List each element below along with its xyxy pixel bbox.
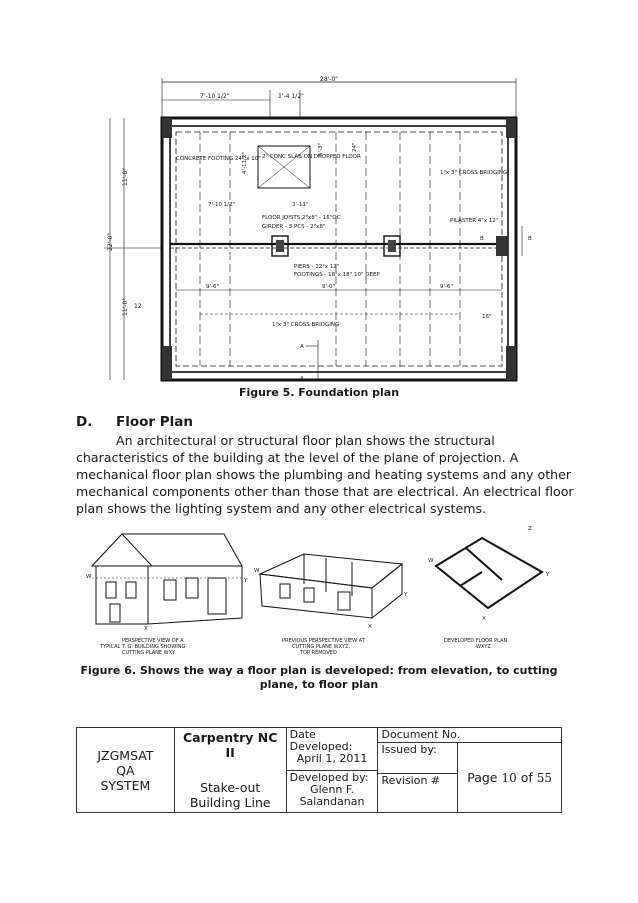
cut-perspective — [260, 554, 402, 618]
panel1-caption-line3: CUTTING PLANE WXY — [122, 650, 176, 656]
cross-bridging-label: 1"x 3" CROSS BRIDGING — [440, 170, 508, 176]
panel2-caption-line3: TOP REMOVED — [300, 650, 337, 656]
mark-a-top: A — [300, 344, 304, 350]
bottom-bridging-label: 1"x 3" CROSS BRIDGING — [272, 322, 340, 328]
floor-plan-development-drawing — [82, 520, 564, 660]
panel3-letter-w: W — [428, 558, 434, 564]
developed-by-value: Glenn F. Salandanan — [299, 783, 365, 809]
panel2-letter-y: Y — [404, 592, 408, 598]
section-paragraph — [76, 432, 576, 517]
issued-by-cell — [378, 743, 458, 774]
panel3-caption-line2: WXYZ — [476, 644, 491, 650]
paragraph-text: An architectural or structural floor plan shows the structural characteristics of the building at the level of the plane of projection. A mechanical floor plan shows the plumbing and heating systems and any other mechanical components other than those that are electrical. An electrical floor plan shows the lighting system and any other electrical systems. — [76, 433, 574, 516]
dim-total-width: 28'-0" — [320, 76, 339, 83]
date-value: April 1, 2011 — [296, 752, 368, 765]
dim-height-lower: 11'-0" — [122, 297, 129, 316]
date-label: Date Developed: — [289, 728, 353, 753]
dim-e: 9'-6" — [206, 284, 220, 290]
pilaster-label: PILASTER 4"x 12" — [450, 218, 499, 224]
date-cell — [286, 728, 378, 771]
panel2-caption-line1: PREVIOUS PERSPECTIVE VIEW AT — [282, 638, 365, 644]
dim-c: 7'-10 1/2" — [208, 202, 236, 208]
panel1-letter-y: Y — [244, 578, 248, 584]
panel2-caption-line2: CUTTING PLANE WXYZ, — [292, 644, 351, 650]
page-cell — [458, 743, 562, 813]
perspective-house — [92, 534, 242, 624]
floor-plan-development-figure — [82, 520, 564, 660]
figure-6-caption: Figure 6. Shows the way a floor plan is developed: from elevation, to cutting plane, to floor plan — [80, 664, 558, 691]
foundation-plan-figure — [100, 76, 540, 386]
org-cell — [77, 728, 175, 813]
section-title: Floor Plan — [116, 414, 193, 430]
doc-no-label: Document No. — [381, 728, 461, 741]
mark-b-right: B — [528, 236, 532, 242]
dim-24: 24" — [352, 142, 358, 152]
page-total: 55 — [536, 771, 553, 785]
piers-label: PIERS - 12"x 12" — [294, 264, 340, 270]
course-cell — [174, 728, 286, 813]
footings-label: FOOTINGS - 18"x 18" 10" DEEP — [294, 272, 380, 278]
developed-floor-plan — [436, 538, 542, 608]
page-prefix: Page — [467, 770, 498, 785]
panel1-letter-w: W — [86, 574, 92, 580]
dim-height-total: 22'-0" — [107, 232, 114, 251]
dim-f: 9'-0" — [322, 284, 336, 290]
floor-joists-label: FLOOR JOISTS 2"x8" - 16"OC — [262, 215, 341, 221]
panel1-caption-line1: PERSPECTIVE VIEW OF A — [122, 638, 184, 644]
mark-a-bottom: A — [300, 376, 304, 382]
dim-a: 7'-10 1/2" — [200, 93, 230, 100]
revision-cell — [378, 774, 458, 813]
course-title: Carpentry NC II — [183, 730, 278, 760]
section-letter: D. — [76, 414, 93, 430]
revision-label: Revision # — [381, 774, 441, 787]
panel3-letter-z: Z — [528, 526, 532, 532]
panel2-letter-w: W — [254, 568, 260, 574]
page-of: of — [520, 770, 533, 785]
dim-d: 3'-11" — [292, 202, 309, 208]
panel1-letter-x: X — [144, 626, 148, 632]
dim-b: 1'-4 1/2" — [278, 93, 304, 100]
developed-by-label: Developed by: — [289, 771, 369, 785]
developed-by-cell — [286, 771, 378, 813]
document-footer-table — [76, 727, 562, 813]
section-heading — [76, 414, 193, 430]
issued-by-label: Issued by: — [381, 743, 437, 756]
panel3-caption-line1: DEVELOPED FLOOR PLAN — [444, 638, 508, 644]
course-subtitle: Stake-out Building Line — [189, 780, 271, 810]
panel3-letter-y: Y — [546, 572, 550, 578]
dim-4: 4'-11/2" — [242, 152, 248, 174]
panel1-caption-line2: TYPICAL T. G. BUILDING SHOWING — [100, 644, 186, 650]
doc-no-cell — [378, 728, 562, 743]
page-current: 10 — [501, 771, 517, 785]
figure-5-caption: Figure 5. Foundation plan — [238, 386, 400, 399]
side-12: 12 — [134, 303, 142, 310]
dim-height-upper: 11'-0" — [122, 167, 129, 186]
concrete-footing-label: CONCRETE FOOTING 24" x 10" — [176, 156, 261, 162]
org-line-3: SYSTEM — [100, 777, 151, 793]
side-16: 16" — [482, 314, 492, 320]
foundation-plan-drawing — [100, 76, 540, 386]
panel3-letter-x: X — [482, 616, 486, 622]
dim-g: 9'-6" — [440, 284, 454, 290]
mark-b-left: B — [480, 236, 484, 242]
org-line-2: QA — [116, 762, 135, 778]
dim-5: 5'-3" — [318, 142, 324, 156]
slab-label: 2" CONC SLAB ON DROPPED FLOOR — [262, 154, 361, 160]
panel2-letter-x: X — [368, 624, 372, 630]
girder-label: GIRDER - 3 PCS - 2"x8" — [262, 224, 326, 230]
org-line-1: JZGMSAT — [97, 747, 154, 763]
